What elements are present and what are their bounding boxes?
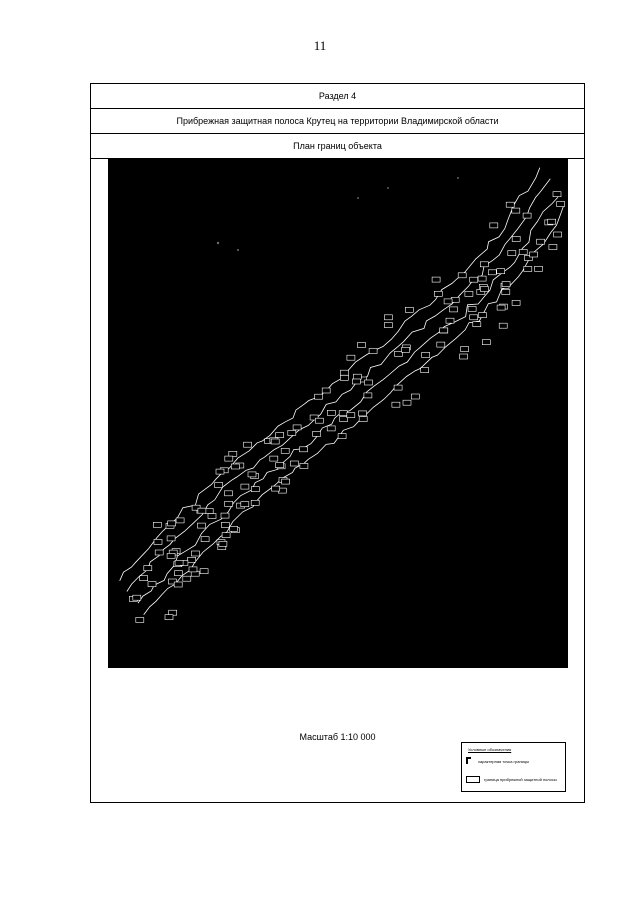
point-label-box <box>369 349 377 354</box>
point-label-box <box>497 269 505 274</box>
point-label-box <box>480 287 488 292</box>
point-label-box <box>490 223 498 228</box>
point-label-box <box>155 550 163 555</box>
point-label-box <box>221 513 229 518</box>
point-label-box <box>411 394 419 399</box>
point-label-box <box>188 557 196 562</box>
point-label-box <box>140 576 148 581</box>
point-label-box <box>365 380 373 385</box>
point-label-box <box>315 418 323 423</box>
legend-item-point <box>466 757 529 765</box>
point-label-box <box>482 340 490 345</box>
point-label-box <box>530 252 538 257</box>
point-label-box <box>167 536 175 541</box>
point-label-box <box>288 430 296 435</box>
object-name: Прибрежная защитная полоса Крутец на территории Владимирской области <box>91 109 584 134</box>
map-legend <box>461 742 566 792</box>
point-label-box <box>315 394 323 399</box>
noise-speckles <box>217 177 459 251</box>
point-label-box <box>208 514 216 519</box>
point-label-box <box>241 502 249 507</box>
point-label-box <box>548 219 556 224</box>
point-label-box <box>230 526 238 531</box>
page-number: 11 <box>313 38 327 53</box>
point-label-box <box>168 521 176 526</box>
point-label-box <box>422 352 430 357</box>
point-label-box <box>167 553 175 558</box>
point-label-box <box>364 393 372 398</box>
boundary-line <box>144 205 564 615</box>
point-label-box <box>229 451 237 456</box>
point-label-box <box>444 299 452 304</box>
point-label-box <box>403 400 411 405</box>
point-label-box <box>554 232 562 237</box>
point-label-box <box>293 425 301 430</box>
document-frame <box>90 83 585 803</box>
point-label-box <box>340 375 348 380</box>
point-label-box <box>244 442 252 447</box>
point-label-box <box>133 595 141 600</box>
point-label-box <box>480 262 488 267</box>
point-label-box <box>549 245 557 250</box>
boundary-box-icon <box>466 776 480 783</box>
point-label-box <box>451 297 459 302</box>
point-label-box <box>144 566 152 571</box>
point-label-box <box>271 439 279 444</box>
point-label-box <box>478 276 486 281</box>
point-label-box <box>290 461 298 466</box>
point-label-box <box>479 313 487 318</box>
point-label-box <box>136 617 144 622</box>
point-label-box <box>176 518 184 523</box>
point-label-box <box>201 537 209 542</box>
point-label-box <box>434 291 442 296</box>
point-label-box <box>221 522 229 527</box>
point-label-box <box>340 417 348 422</box>
point-label-box <box>272 486 280 491</box>
point-label-box <box>395 351 403 356</box>
legend-label: граница прибрежной защитной полосы <box>484 777 557 782</box>
point-label-box <box>198 508 206 513</box>
point-label-box <box>276 433 284 438</box>
point-label-box <box>470 277 478 282</box>
point-label-box <box>205 509 213 514</box>
point-label-box <box>502 282 510 287</box>
point-label-box <box>512 236 520 241</box>
point-label-box <box>165 615 173 620</box>
point-label-box <box>450 307 458 312</box>
point-label-box <box>458 273 466 278</box>
legend-title: Условные обозначения <box>468 747 512 752</box>
point-label-box <box>338 434 346 439</box>
boundary-line <box>138 197 558 603</box>
point-label-box <box>276 463 284 468</box>
point-label-box <box>175 571 183 576</box>
point-label-box <box>437 342 445 347</box>
point-label-box <box>523 213 531 218</box>
point-label-box <box>460 354 468 359</box>
point-label-box <box>557 202 565 207</box>
point-label-box <box>358 343 366 348</box>
point-label-box <box>341 370 349 375</box>
boundary-line <box>127 179 550 592</box>
point-label-box <box>225 501 233 506</box>
point-label-box <box>313 431 321 436</box>
point-label-box <box>197 523 205 528</box>
point-label-box <box>241 484 249 489</box>
point-label-box <box>440 328 448 333</box>
point-label-box <box>281 448 289 453</box>
point-label-box <box>282 479 290 484</box>
point-label-box <box>512 208 520 213</box>
point-label-box <box>300 447 308 452</box>
point-label-box <box>468 306 476 311</box>
point-label-box <box>394 385 402 390</box>
point-label-box <box>200 569 208 574</box>
point-label-box <box>359 417 367 422</box>
point-label-box <box>488 270 496 275</box>
point-label-box <box>470 315 478 320</box>
point-label-box <box>347 355 355 360</box>
map-view[interactable] <box>108 158 568 668</box>
point-label-box <box>222 533 230 538</box>
point-label-box <box>499 323 507 328</box>
point-label-box <box>183 576 191 581</box>
point-label-box <box>270 456 278 461</box>
point-label-box <box>327 410 335 415</box>
point-label-box <box>347 413 355 418</box>
section-title: Раздел 4 <box>91 84 584 109</box>
point-label-box <box>553 192 561 197</box>
point-label-box <box>524 266 532 271</box>
legend-label: характерная точка границы <box>478 758 530 764</box>
point-label-box <box>225 456 233 461</box>
point-label-box <box>473 322 481 327</box>
point-label-box <box>191 551 199 556</box>
point-label-box <box>216 469 224 474</box>
point-label-box <box>512 300 520 305</box>
point-label-box <box>537 239 545 244</box>
point-label-box <box>384 315 392 320</box>
point-label-box <box>497 305 505 310</box>
point-label-box <box>327 426 335 431</box>
point-label-box <box>519 250 527 255</box>
point-label-box <box>189 567 197 572</box>
point-label-box <box>153 522 161 527</box>
point-label-box <box>300 463 308 468</box>
point-label-box <box>392 402 400 407</box>
point-label-box <box>421 368 429 373</box>
point-label-box <box>154 539 162 544</box>
point-label-box <box>384 323 392 328</box>
boundary-map <box>108 158 568 668</box>
point-label-box <box>502 290 510 295</box>
scale-label: Масштаб 1:10 000 <box>299 732 376 742</box>
point-label-box <box>215 483 223 488</box>
point-label-box <box>508 251 516 256</box>
point-label-box <box>506 202 514 207</box>
point-label-box <box>174 582 182 587</box>
point-label-box <box>322 388 330 393</box>
point-label-box <box>225 491 233 496</box>
point-label-box <box>535 266 543 271</box>
point-label-box <box>175 560 183 565</box>
point-label-box <box>251 487 259 492</box>
point-label-box <box>432 277 440 282</box>
point-label-box <box>465 291 473 296</box>
point-icon <box>466 757 474 765</box>
legend-item-boundary <box>466 776 557 783</box>
point-label-box <box>148 582 156 587</box>
point-label-box <box>248 472 256 477</box>
point-label-box <box>353 374 361 379</box>
point-label-box <box>359 411 367 416</box>
point-label-box <box>231 464 239 469</box>
point-label-box <box>402 347 410 352</box>
point-label-box <box>219 541 227 546</box>
point-label-box <box>352 379 360 384</box>
point-label-box <box>339 411 347 416</box>
point-label-box <box>405 307 413 312</box>
point-label-box <box>461 347 469 352</box>
point-label-box <box>446 318 454 323</box>
plan-title: План границ объекта <box>91 134 584 159</box>
point-label-box <box>251 500 259 505</box>
